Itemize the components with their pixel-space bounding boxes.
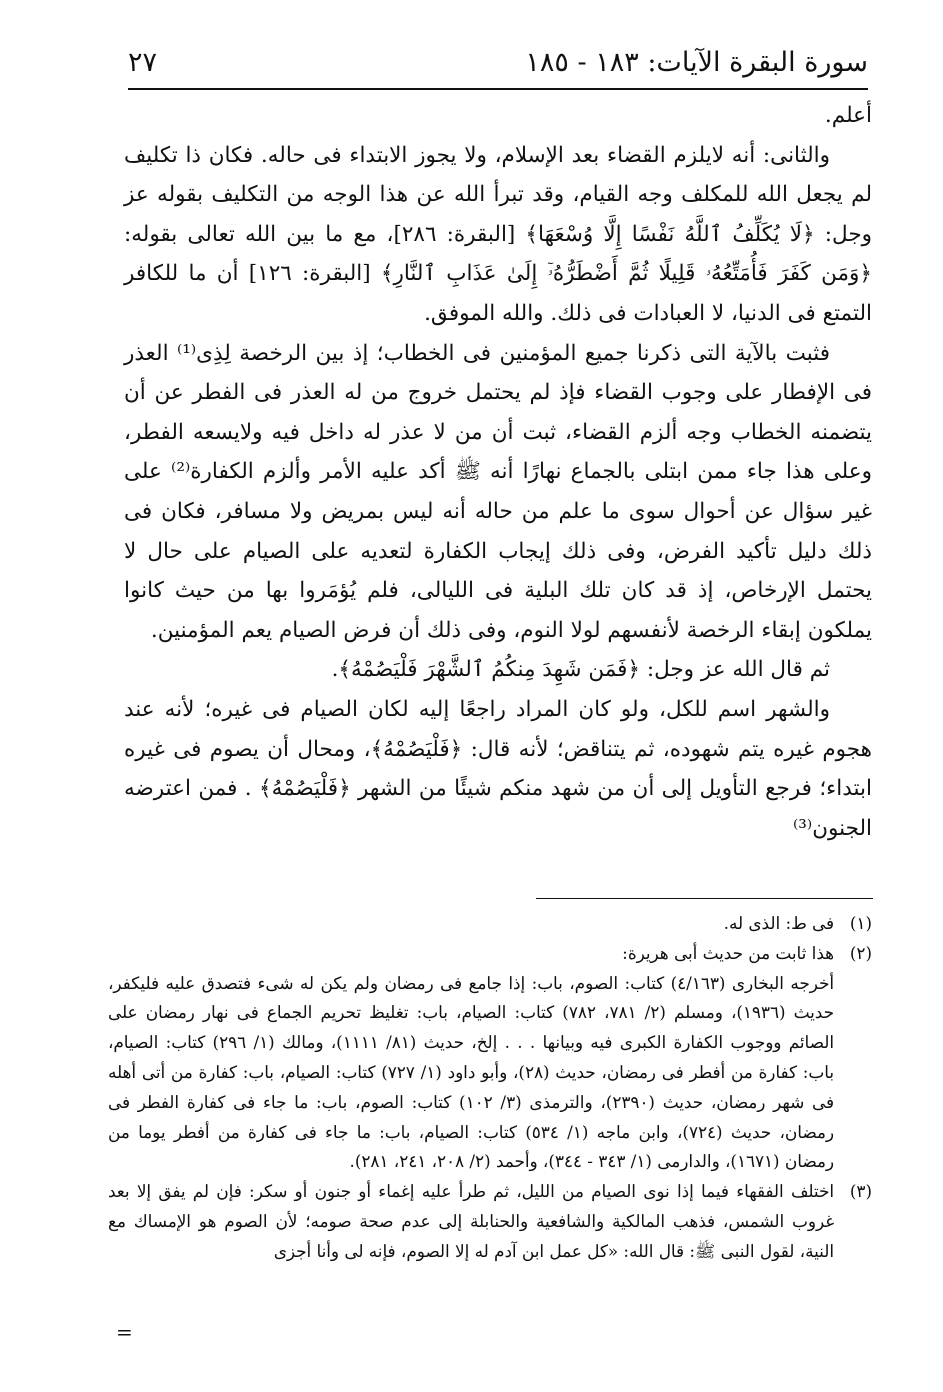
footnote-text: فى ط: الذى له. — [723, 913, 834, 933]
footnote-number: (٣) — [849, 1181, 872, 1202]
footnotes — [108, 909, 872, 1267]
page-header — [128, 36, 868, 90]
footnote-2 — [108, 939, 872, 1177]
paragraph: والثانى: أنه لايلزم القضاء بعد الإسلام، ولا يجوز الابتداء فى حاله. فكان ذا تكليف لم يجعل الله للمكلف وجه القيام، وقد تبرأ الله عن هذا الوجه من التكليف بقوله عز وجل: ﴿لَا يُكَلِّفُ ٱللَّهُ نَفْسًا إِلَّا وُسْعَهَا﴾ [البقرة: ٢٨٦]، مع ما بين الله تعالى بقوله: ﴿وَمَن كَفَرَ فَأُمَتِّعُهُۥ قَلِيلًا ثُمَّ أَضْطَرُّهُۥٓ إِلَىٰ عَذَابِ ٱلنَّارِ﴾ [البقرة: ١٢٦] أن ما للكافر التمتع فى الدنيا، لا العبادات فى ذلك. والله الموفق. — [124, 142, 872, 326]
page-number: ٢٧ — [128, 46, 158, 78]
footnote-1 — [108, 909, 872, 939]
footnote-number: (١) — [849, 913, 872, 933]
paragraph: ثم قال الله عز وجل: ﴿فَمَن شَهِدَ مِنكُمُ ٱلشَّهْرَ فَلْيَصُمْهُ﴾. — [331, 657, 830, 683]
page-title: سورة البقرة الآيات: ١٨٣ - ١٨٥ — [525, 46, 868, 78]
paragraph: والشهر اسم للكل، ولو كان المراد راجعًا إليه لكان الصيام فى غيره؛ لأنه عند هجوم غيره يتم شهوده، ثم يتناقض؛ لأنه قال: ﴿فَلْيَصُمْهُ﴾، ومحال أن يصوم فى غيره ابتداء؛ فرجع التأويل إلى أن من شهد منكم شيئًا من الشهر ﴿فَلْيَصُمْهُ﴾ . فمن اعترضه الجنون⁽³⁾ — [124, 696, 872, 841]
footnote-citation: أخرجه البخارى (٤/١٦٣) كتاب: الصوم، باب: إذا جامع فى رمضان ولم يكن له شىء فتصدق عليه فليكفر، حديث (١٩٣٦)، ومسلم (٢/ ٧٨١، ٧٨٢) كتاب: الصيام، باب: تغليظ تحريم الجماع فى نهار رمضان على الصائم ووجوب الكفارة الكبرى فيه وبيانها . . . إلخ، حديث (٨١/ ١١١١)، ومالك (١/ ٢٩٦) كتاب: الصيام، باب: كفارة من أفطر فى رمضان، حديث (٢٨)، وأبو داود (١/ ٧٢٧) كتاب: الصيام، باب: كفارة من أتى أهله فى شهر رمضان، حديث (٢٣٩٠)، والترمذى (٣/ ١٠٢) كتاب: الصوم، باب: ما جاء فى كفارة الفطر فى رمضان، حديث (٧٢٤)، وابن ماجه (١/ ٥٣٤) كتاب: الصيام، باب: ما جاء فى كفارة من أفطر يوما من رمضان (١٦٧١)، والدارمى (١/ ٣٤٣ - ٣٤٤)، وأحمد (٢/ ٢٠٨، ٢٤١، ٢٨١). — [108, 972, 834, 1172]
footnote-text: اختلف الفقهاء فيما إذا نوى الصيام من الليل، ثم طرأ عليه إغماء أو جنون أو سكر: فإن لم يفق إلا بعد غروب الشمس، فذهب المالكية والشافعية والحنابلة إلى عدم صحة صومه؛ لأن الصوم هو الإمساك مع النية، لقول النبى ﷺ: قال الله: «كل عمل ابن آدم له إلا الصوم، فإنه لى وأنا أجزى — [108, 1181, 834, 1261]
paragraph: أعلم. — [824, 103, 872, 128]
footnote-text: هذا ثابت من حديث أبى هريرة: — [622, 942, 834, 963]
footnote-3 — [108, 1177, 872, 1266]
footnote-separator — [536, 898, 873, 899]
paragraph: فثبت بالآية التى ذكرنا جميع المؤمنين فى الخطاب؛ إذ بين الرخصة لِذِى⁽¹⁾ العذر فى الإفطار على وجوب القضاء فإذ لم يحتمل خروج من له العذر فى الفطر عن أن يتضمنه الخطاب وجه ألزم القضاء، ثبت أن من لا عذر له داخل فيه ولايسعه الفطر، وعلى هذا جاء ممن ابتلى بالجماع نهارًا أنه ﷺ أكد عليه الأمر وألزم الكفارة⁽²⁾ على غير سؤال عن أحوال سوى ما علم من حاله أنه ليس بمريض ولا مسافر، فكان فى ذلك دليل تأكيد الفرض، وفى ذلك إيجاب الكفارة لتعديه على الصيام على حال لا يحتمل الإرخاص، إذ قد كان تلك البلية فى الليالى، فلم يُؤمَروا بها من حيث كانوا يملكون إبقاء الرخصة لأنفسهم لولا النوم، وفى ذلك أن فرض الصيام يعم المؤمنين. — [124, 340, 872, 643]
continuation-mark: = — [116, 1320, 133, 1344]
main-text — [124, 96, 872, 848]
footnote-number: (٢) — [849, 942, 872, 963]
